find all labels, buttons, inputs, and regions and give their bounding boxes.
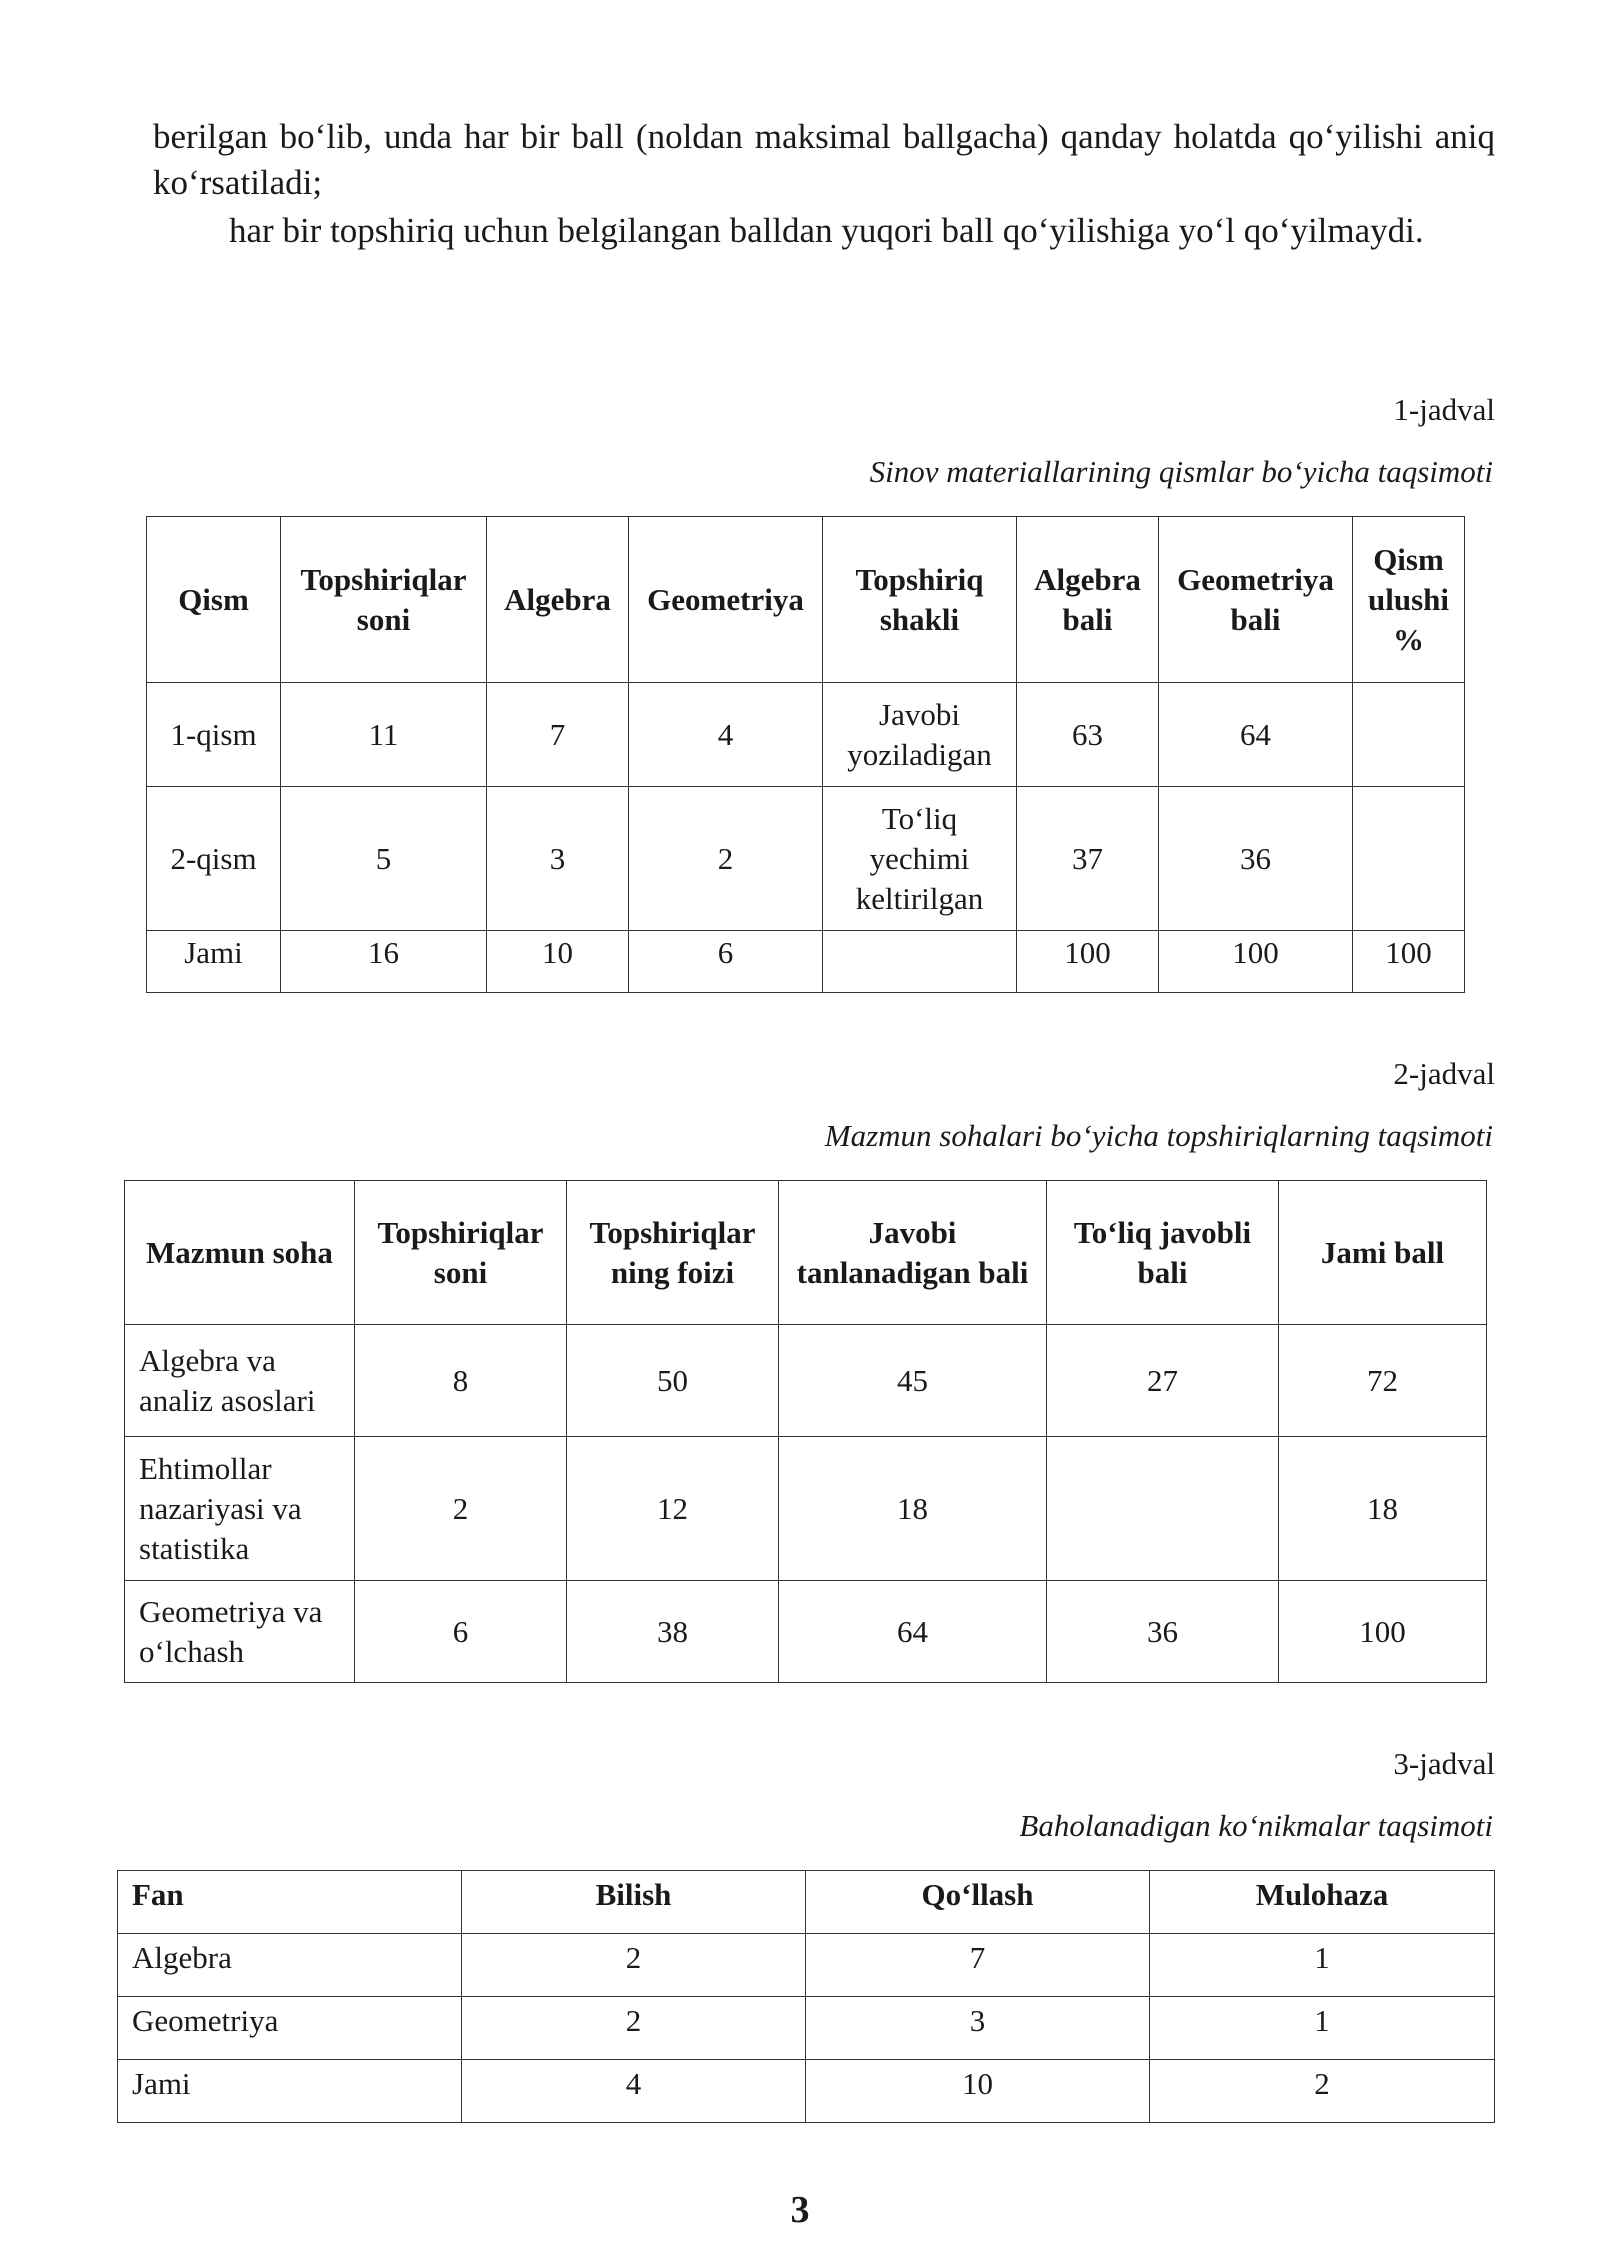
paragraph-2: har bir topshiriq uchun belgilangan balldan yuqori ball qo‘yilishiga yo‘l qo‘yilmaydi.: [229, 211, 1424, 250]
table1-header-geometriya-bali: Geometriya bali: [1159, 517, 1353, 683]
paragraph-1: berilgan bo‘lib, unda har bir ball (noldan maksimal ballgacha) qanday holatda qo‘yilishi aniq ko‘rsatiladi;: [153, 117, 1495, 202]
table1-cell: 10: [487, 931, 629, 993]
table3-cell: 1: [1150, 1934, 1495, 1997]
table2-header-topshiriqlar-foizi: Topshiriqlar ning foizi: [567, 1181, 779, 1325]
table1-header-algebra: Algebra: [487, 517, 629, 683]
table1-header-algebra-bali: Algebra bali: [1017, 517, 1159, 683]
table2-header-mazmun-soha: Mazmun soha: [125, 1181, 355, 1325]
table2-header-topshiriqlar-soni: Topshiriqlar soni: [355, 1181, 567, 1325]
table3-header-row: [118, 1871, 1495, 1934]
table-row: [147, 787, 1465, 931]
table2-cell: Ehtimollar nazariyasi va statistika: [125, 1437, 355, 1581]
table2-label: 2-jadval: [1393, 1056, 1495, 1091]
table2-header-jami-ball: Jami ball: [1279, 1181, 1487, 1325]
table3-cell: Geometriya: [118, 1997, 462, 2060]
table1-header-qism-ulushi: Qism ulushi %: [1353, 517, 1465, 683]
table3-header-fan: Fan: [118, 1871, 462, 1934]
table3-cell: 3: [806, 1997, 1150, 2060]
table1-cell: 100: [1353, 931, 1465, 993]
table2-cell: 100: [1279, 1581, 1487, 1683]
table2-header-row: [125, 1181, 1487, 1325]
table1-cell: [1353, 787, 1465, 931]
table1-cell: 2-qism: [147, 787, 281, 931]
table1-cell: 64: [1159, 683, 1353, 787]
table3-caption: Baholanadigan ko‘nikmalar taqsimoti: [1019, 1808, 1493, 1843]
table2-cell: Algebra va analiz asoslari: [125, 1325, 355, 1437]
table3-cell: 2: [462, 1997, 806, 2060]
table2-cell: 27: [1047, 1325, 1279, 1437]
table2-cell: 72: [1279, 1325, 1487, 1437]
table1-cell: 1-qism: [147, 683, 281, 787]
table1-header-qism: Qism: [147, 517, 281, 683]
table1-header-row: [147, 517, 1465, 683]
table1-cell: 6: [629, 931, 823, 993]
table2-cell: 18: [779, 1437, 1047, 1581]
table-row: [125, 1581, 1487, 1683]
table1-cell: 63: [1017, 683, 1159, 787]
table1-header-topshiriq-shakli: Topshiriq shakli: [823, 517, 1017, 683]
table1-cell: Jami: [147, 931, 281, 993]
table2-cell: [1047, 1437, 1279, 1581]
table2-caption: Mazmun sohalari bo‘yicha topshiriqlarning taqsimoti: [824, 1118, 1493, 1153]
table-row: [118, 2060, 1495, 2123]
table1-header-topshiriqlar-soni: Topshiriqlar soni: [281, 517, 487, 683]
table1-cell: 37: [1017, 787, 1159, 931]
table3-header-mulohaza: Mulohaza: [1150, 1871, 1495, 1934]
table1-cell: To‘liq yechimi keltirilgan: [823, 787, 1017, 931]
table3-cell: Jami: [118, 2060, 462, 2123]
table1-cell: 100: [1017, 931, 1159, 993]
table3-cell: 2: [462, 1934, 806, 1997]
table1-cell: Javobi yoziladigan: [823, 683, 1017, 787]
page-number: 3: [790, 2189, 810, 2231]
table1-cell: 100: [1159, 931, 1353, 993]
table1-cell: 5: [281, 787, 487, 931]
table3-cell: 4: [462, 2060, 806, 2123]
table2-cell: 50: [567, 1325, 779, 1437]
table2-header-javobi-tanlanadigan-bali: Javobi tanlanadigan bali: [779, 1181, 1047, 1325]
table1-caption: Sinov materiallarining qismlar bo‘yicha taqsimoti: [869, 454, 1493, 489]
table3: [117, 1870, 1495, 2123]
table3-cell: 7: [806, 1934, 1150, 1997]
table-row: [118, 1997, 1495, 2060]
table2-cell: 64: [779, 1581, 1047, 1683]
table3-cell: Algebra: [118, 1934, 462, 1997]
table1-cell: 16: [281, 931, 487, 993]
table2-cell: 36: [1047, 1581, 1279, 1683]
table2-cell: 2: [355, 1437, 567, 1581]
table3-header-bilish: Bilish: [462, 1871, 806, 1934]
table-row: [125, 1325, 1487, 1437]
table2-cell: 12: [567, 1437, 779, 1581]
table2-cell: Geometriya va o‘lchash: [125, 1581, 355, 1683]
table2-cell: 38: [567, 1581, 779, 1683]
table2: [124, 1180, 1487, 1683]
table1-cell: [823, 931, 1017, 993]
table-row: [118, 1934, 1495, 1997]
table-row: [147, 931, 1465, 993]
table2-cell: 6: [355, 1581, 567, 1683]
table-row: [125, 1437, 1487, 1581]
table1-cell: 36: [1159, 787, 1353, 931]
table1-cell: 4: [629, 683, 823, 787]
table2-cell: 8: [355, 1325, 567, 1437]
table3-cell: 1: [1150, 1997, 1495, 2060]
table1: [146, 516, 1465, 993]
table1-cell: 3: [487, 787, 629, 931]
table3-cell: 2: [1150, 2060, 1495, 2123]
table1-cell: 7: [487, 683, 629, 787]
table2-cell: 18: [1279, 1437, 1487, 1581]
table1-cell: [1353, 683, 1465, 787]
table1-label: 1-jadval: [1393, 392, 1495, 427]
table1-header-geometriya: Geometriya: [629, 517, 823, 683]
table3-cell: 10: [806, 2060, 1150, 2123]
table2-cell: 45: [779, 1325, 1047, 1437]
table1-cell: 11: [281, 683, 487, 787]
table1-cell: 2: [629, 787, 823, 931]
table-row: [147, 683, 1465, 787]
table3-header-qollash: Qo‘llash: [806, 1871, 1150, 1934]
table3-label: 3-jadval: [1393, 1746, 1495, 1781]
table2-header-toliq-javobli-bali: To‘liq javobli bali: [1047, 1181, 1279, 1325]
